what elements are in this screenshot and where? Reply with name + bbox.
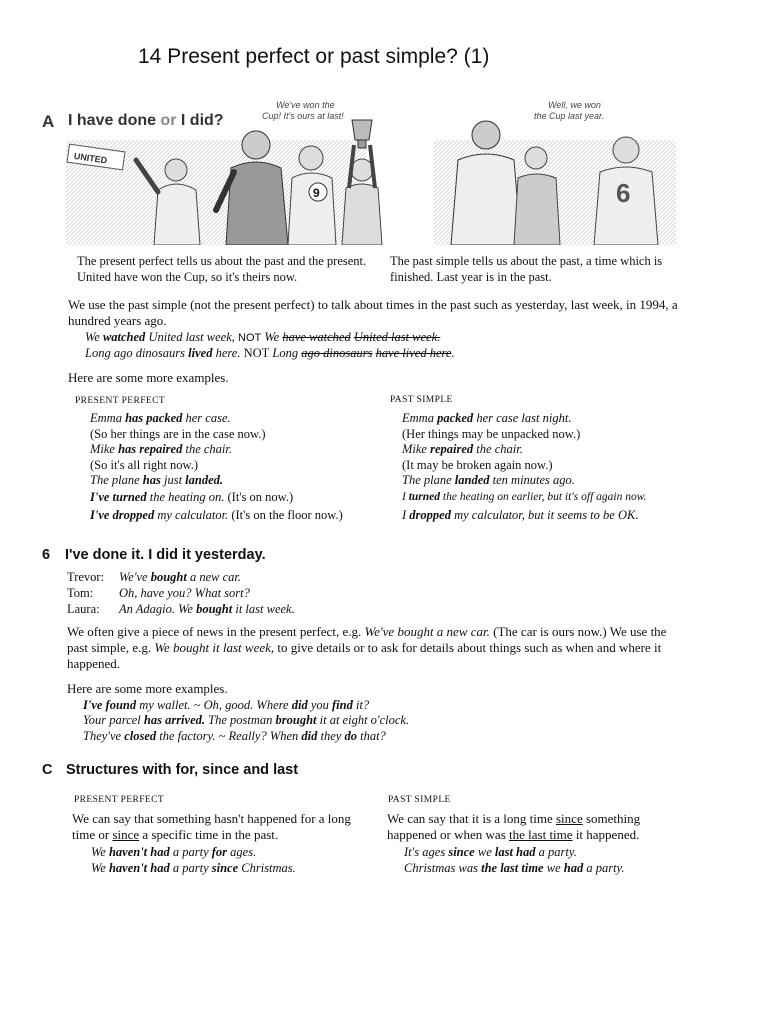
section-a-heading-part1: I have done (68, 112, 161, 129)
ex-text: We (261, 330, 283, 344)
c-left-explanation (72, 811, 362, 843)
pp-bold: has (142, 473, 161, 487)
line-text: Oh, have you? What sort? (119, 586, 250, 600)
line-text: it last week. (232, 602, 295, 616)
ex-text: They've (83, 729, 125, 743)
ps-note: (Her things may be unpacked now.) (402, 426, 581, 441)
ps-note: (It may be broken again now.) (402, 457, 553, 472)
ex-text: a party (169, 845, 212, 859)
ex-bold: since (211, 861, 239, 875)
pp-text: The plane (90, 473, 143, 487)
ex-bold: brought (275, 713, 317, 727)
para-text: to give details or to ask for details about things such as when and where it happened. (67, 640, 662, 671)
ex-text: ages. (227, 845, 257, 859)
ps-text: my calculator, but it seems to be OK. (450, 508, 639, 522)
c-past-simple-heading: PAST SIMPLE (388, 795, 451, 805)
pp-note: (It's on the floor now.) (228, 508, 343, 522)
ex-text: The postman (205, 713, 276, 727)
svg-text:UNITED: UNITED (73, 150, 108, 166)
c-text: We can say that something hasn't happened for a long time or (72, 811, 351, 842)
past-simple-heading: PAST SIMPLE (390, 395, 453, 405)
ex-bold: I've found (83, 698, 137, 712)
c-text: something happened or when was (387, 811, 641, 842)
ex-bold: did (291, 698, 308, 712)
ex-bold: closed (124, 729, 157, 743)
example-lived (85, 345, 455, 361)
ex-text: the factory. ~ Really? When (156, 729, 302, 743)
section-c-heading: Structures with for, since and last (66, 762, 299, 778)
ex-text: Long (269, 346, 302, 360)
c-left-example-2 (91, 860, 296, 876)
not-label: NOT (238, 332, 262, 344)
speaker-line (119, 601, 295, 617)
ex-bold: haven't had (108, 861, 170, 875)
ps-text: the chair. (473, 442, 523, 456)
ps-row (402, 490, 646, 506)
ps-bold: packed (437, 411, 474, 425)
ex-bold: do (344, 729, 357, 743)
ex-bold: find (332, 698, 353, 712)
ex-text: my wallet. ~ Oh, good. Where (136, 698, 292, 712)
ex-text: Christmas. (238, 861, 296, 875)
pp-row (90, 508, 343, 524)
section-b-paragraph (67, 624, 675, 672)
dialogue-line (67, 585, 295, 601)
ex-bold: did (301, 729, 318, 743)
ex-bold: for (211, 845, 228, 859)
not-label: NOT (243, 346, 270, 360)
c-underlined: the last time (509, 827, 573, 842)
ps-row (402, 427, 646, 443)
line-bold: bought (150, 570, 187, 584)
ps-row (402, 442, 646, 458)
c-text: We can say that it is a long time (387, 811, 556, 826)
pp-text: Mike (90, 442, 119, 456)
speaker-name: Tom: (67, 586, 94, 600)
section-a-letter: A (42, 112, 55, 131)
example-found (83, 697, 369, 713)
pp-bold: I've turned (90, 489, 147, 504)
line-text: a new car. (186, 570, 242, 584)
c-left-example-1 (91, 844, 256, 860)
para-italic: We bought it last week, (154, 640, 275, 655)
ps-text: Emma (402, 411, 438, 425)
pp-note: (It's on now.) (224, 489, 294, 504)
ex-text: It's ages (404, 845, 449, 859)
speaker-name: Laura: (67, 602, 100, 616)
ex-text: Your parcel (83, 713, 144, 727)
speaker-line (119, 585, 250, 601)
ps-text: I (402, 490, 409, 503)
ex-text: you (307, 698, 333, 712)
ex-bold: the last time (481, 861, 544, 875)
svg-text:9: 9 (313, 186, 320, 200)
pp-row (90, 473, 343, 489)
player-figure-4 (451, 121, 521, 245)
present-perfect-examples (90, 411, 343, 524)
ex-text: that? (356, 729, 386, 743)
ps-text: ten minutes ago. (489, 473, 575, 487)
past-simple-examples (402, 411, 646, 524)
section-c-letter: C (42, 762, 53, 778)
section-b-heading: I've done it. I did it yesterday. (65, 547, 266, 563)
c-present-perfect-heading: PRESENT PERFECT (74, 795, 165, 805)
ex-bold: haven't had (108, 845, 170, 859)
ex-text: we (474, 845, 495, 859)
ex-text: we (543, 861, 564, 875)
ex-text: they (317, 729, 345, 743)
speaker-name: Trevor: (67, 570, 105, 584)
ps-bold: dropped (409, 508, 451, 522)
example-factory (83, 728, 386, 744)
pp-bold: has repaired (118, 442, 183, 456)
ex-bold: had (563, 861, 584, 875)
ex-text: . (451, 346, 455, 360)
ex-text: Long ago dinosaurs (85, 346, 189, 360)
line-text: An Adagio. We (119, 602, 197, 616)
ex-text: a party (169, 861, 212, 875)
ps-row (402, 458, 646, 474)
pp-text: just (160, 473, 186, 487)
pp-bold: has packed (125, 411, 183, 425)
speech-bubble-left: We've won the Cup! It's ours at last! (262, 100, 344, 121)
c-right-explanation (387, 811, 672, 843)
para-text: We often give a piece of news in the present perfect, e.g. (67, 624, 365, 639)
c-underlined: since (556, 811, 583, 826)
caption-present-perfect: The present perfect tells us about the past and the present. United have won the Cup, so it's theirs now. (77, 254, 367, 284)
example-watched (85, 329, 440, 346)
ex-text: a party. (535, 845, 577, 859)
ex-text: We (85, 330, 103, 344)
c-text: it happened. (572, 827, 640, 842)
pp-text: my calculator. (154, 508, 229, 522)
football-illustration (66, 100, 676, 245)
speaker-line (119, 569, 241, 585)
ex-bold: has arrived. (143, 713, 206, 727)
pp-row (90, 490, 343, 506)
c-right-example-1 (404, 844, 577, 860)
ex-bold: last had (494, 845, 536, 859)
c-text: a specific time in the past. (139, 827, 279, 842)
line-bold: bought (196, 602, 233, 616)
ps-row (402, 473, 646, 489)
svg-text:6: 6 (616, 178, 631, 208)
pp-bold: landed. (185, 473, 224, 487)
pp-row (90, 442, 343, 458)
pp-row (90, 427, 343, 443)
page-title: 14 Present perfect or past simple? (1) (138, 45, 490, 68)
ex-text: it? (352, 698, 370, 712)
ex-text: We (91, 861, 109, 875)
ps-text: the heating on earlier, but it's off again now. (440, 490, 647, 503)
pp-row (90, 458, 343, 474)
ex-text: it at eight o'clock. (316, 713, 410, 727)
ex-bold: lived (188, 346, 213, 360)
ex-text: We (91, 845, 109, 859)
dialogue (67, 569, 295, 617)
pp-row (90, 411, 343, 427)
c-right-example-2 (404, 860, 625, 876)
more-examples-a: Here are some more examples. (68, 370, 229, 385)
dialogue-line (67, 569, 295, 585)
ps-text: The plane (402, 473, 455, 487)
pp-text: the heating on. (146, 489, 225, 504)
section-a-heading-part2: I did? (176, 112, 224, 129)
ex-bold: watched (102, 330, 146, 344)
speech-bubble-right: Well, we won the Cup last year. (534, 100, 605, 121)
section-a-intro: We use the past simple (not the present perfect) to talk about times in the past such as yesterday, last week, in 1994, a hundred years ago. (68, 297, 678, 328)
ex-text: a party. (583, 861, 625, 875)
c-underlined: since (112, 827, 140, 842)
pp-bold: I've dropped (90, 508, 155, 522)
ps-row (402, 411, 646, 427)
pp-note: (So her things are in the case now.) (90, 426, 266, 441)
pp-text: her case. (182, 411, 231, 425)
ex-bold: since (448, 845, 475, 859)
ex-text: United last week, (145, 330, 239, 344)
ex-struck: have watched (282, 330, 351, 344)
present-perfect-heading: PRESENT PERFECT (75, 396, 166, 406)
pp-note: (So it's all right now.) (90, 457, 199, 472)
dialogue-line (67, 601, 295, 617)
pp-text: the chair. (182, 442, 233, 456)
para-text: (The car is ours now.) We use the past simple, e.g. (67, 624, 667, 655)
ps-text: I (402, 508, 410, 522)
ps-bold: landed (454, 473, 490, 487)
ps-bold: turned (408, 490, 441, 503)
ps-text: Mike (402, 442, 431, 456)
ex-struck: ago dinosaurs (301, 346, 373, 360)
section-a-heading-or: or (160, 112, 177, 129)
section-b-letter: 6 (42, 547, 51, 563)
pp-text: Emma (90, 411, 126, 425)
example-parcel (83, 712, 409, 728)
ex-text: here. (212, 346, 244, 360)
ex-struck: United last week. (353, 330, 441, 344)
ex-text: Christmas was (404, 861, 482, 875)
caption-past-simple: The past simple tells us about the past, a time which is finished. Last year is in the past. (390, 254, 663, 284)
ps-row (402, 508, 646, 524)
para-italic: We've bought a new car. (364, 624, 490, 639)
more-examples-b: Here are some more examples. (67, 681, 228, 696)
ex-struck: have lived here (375, 346, 452, 360)
ps-text: her case last night. (473, 411, 572, 425)
line-text: We've (119, 570, 151, 584)
ps-bold: repaired (430, 442, 474, 456)
